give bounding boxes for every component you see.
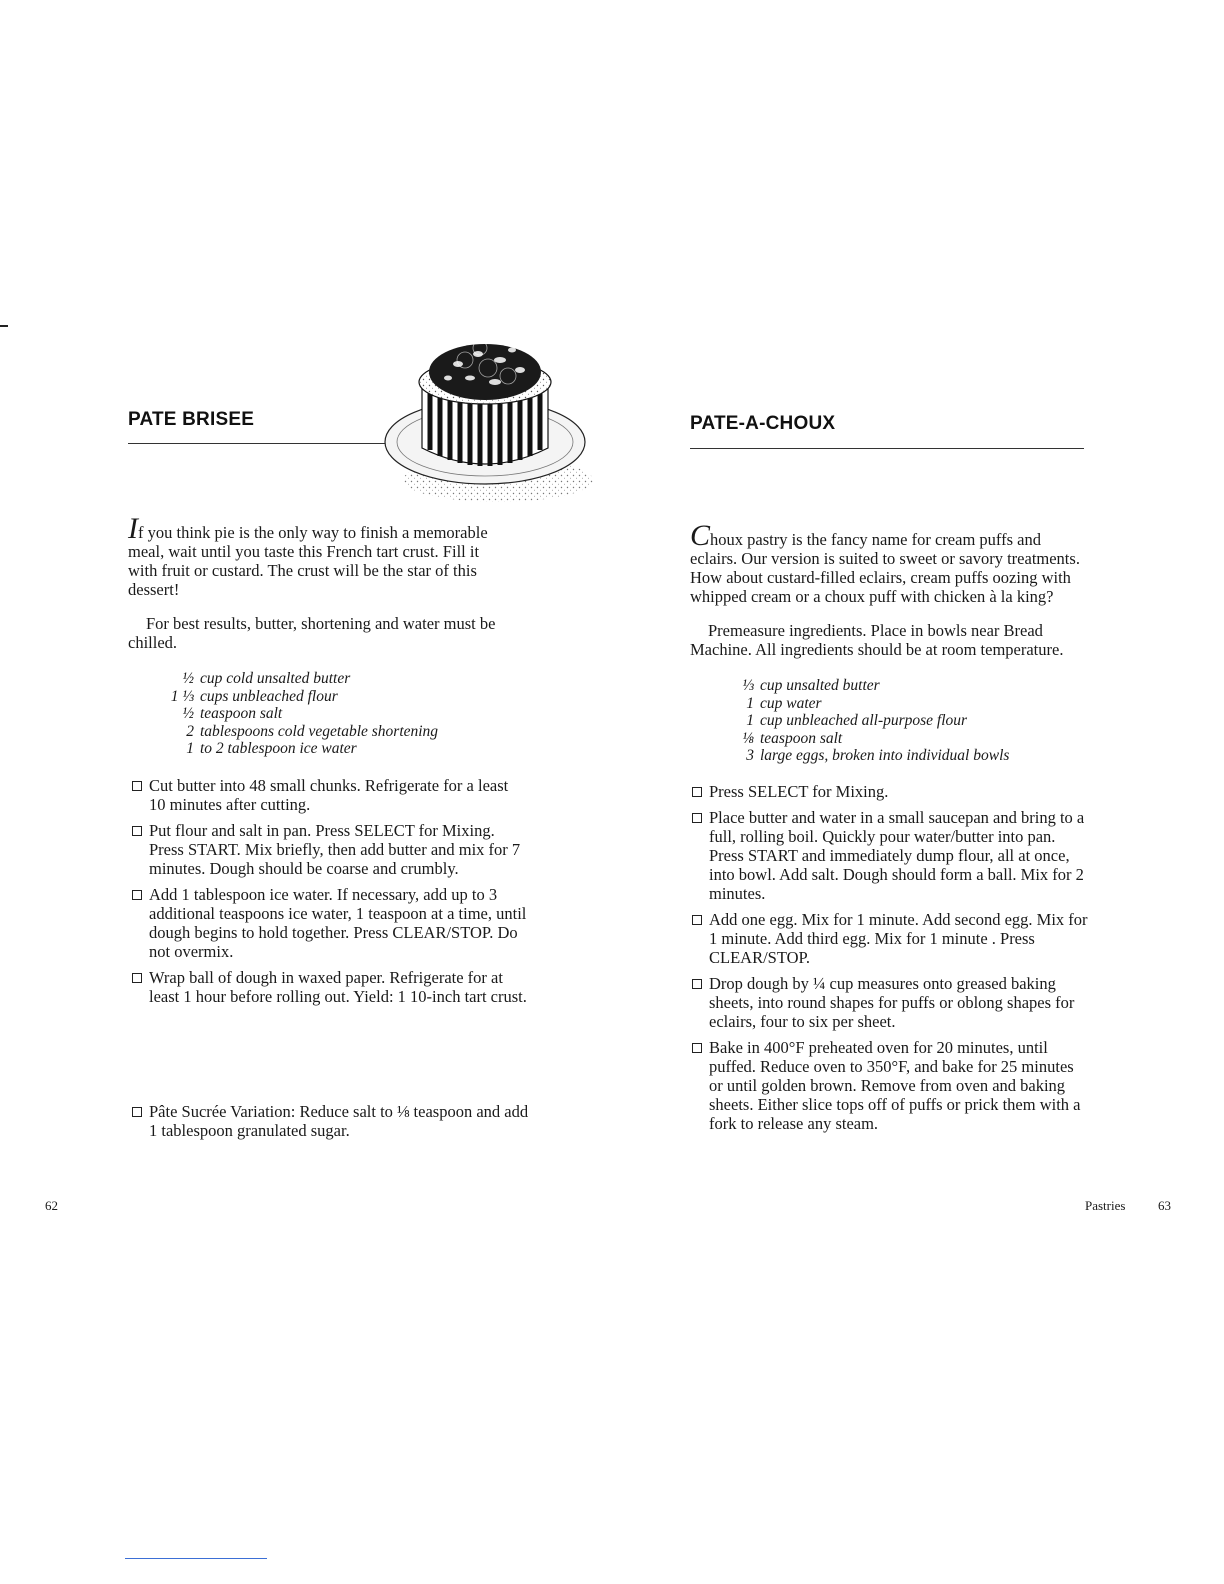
ingredient-amount: 1	[186, 740, 194, 757]
ingredient-item	[722, 747, 1009, 765]
step-item	[132, 821, 527, 878]
step-text: Press SELECT for Mixing.	[709, 782, 889, 801]
intro-paragraph	[128, 512, 508, 599]
step-item	[692, 1038, 1090, 1133]
ingredient-text: teaspoon salt	[200, 705, 283, 722]
ingredient-text: to 2 tablespoon ice water	[200, 740, 357, 757]
fruit-tart-illustration-icon	[380, 330, 602, 510]
step-text: Wrap ball of dough in waxed paper. Refrigerate for at least 1 hour before rolling out. Yield: 1 10-inch tart crust.	[149, 968, 527, 1006]
step-text: Drop dough by ¼ cup measures onto greased baking sheets, into round shapes for puffs or oblong shapes for eclairs, four to six per sheet.	[709, 974, 1075, 1031]
ingredient-item	[162, 688, 438, 706]
checkbox-icon	[132, 973, 142, 983]
page-number-right: 63	[1158, 1198, 1171, 1213]
intro-text: f you think pie is the only way to finish a memorable meal, wait until you taste this French tart crust. Fill it with fruit or custard. The crust will be the star of this dessert!	[128, 523, 488, 599]
page-edge-mark	[0, 325, 8, 327]
ingredient-amount: 1	[746, 712, 754, 729]
ingredient-text: cup unbleached all-purpose flour	[760, 712, 968, 729]
intro-text: houx pastry is the fancy name for cream puffs and eclairs. Our version is suited to sweet or savory treatments. How about custard-filled eclairs, cream puffs oozing with whipped cream or a choux puff with chicken à la king?	[690, 530, 1080, 606]
step-item	[692, 974, 1090, 1031]
ingredient-item	[722, 730, 1009, 748]
intro-paragraph	[690, 519, 1090, 606]
ingredient-list	[722, 677, 1009, 765]
step-item	[132, 776, 527, 814]
ingredient-amount: ⅓	[742, 677, 754, 694]
recipe-title-pate-brisee: PATE BRISEE	[128, 409, 255, 430]
step-text: Put flour and salt in pan. Press SELECT for Mixing. Press START. Mix briefly, then add butter and mix for 7 minutes. Dough should be coarse and crumbly.	[149, 821, 521, 878]
step-item	[132, 885, 527, 961]
ingredient-amount: ½	[182, 670, 194, 687]
step-text: Cut butter into 48 small chunks. Refrigerate for a least 10 minutes after cutting.	[149, 776, 509, 814]
ingredient-text: teaspoon salt	[760, 729, 843, 747]
ingredient-text: cups unbleached flour	[200, 687, 338, 705]
checkbox-icon	[692, 979, 702, 989]
title-rule	[128, 443, 390, 444]
prep-note: For best results, butter, shortening and water must be chilled.	[128, 614, 496, 652]
step-text: Add one egg. Mix for 1 minute. Add second egg. Mix for 1 minute. Add third egg. Mix for 1 minute . Press CLEAR/STOP.	[709, 910, 1088, 967]
checkbox-icon	[132, 1107, 142, 1117]
step-text: Add 1 tablespoon ice water. If necessary, add up to 3 additional teaspoons ice water, 1 teaspoon at a time, until dough begins to hold together. Press CLEAR/STOP. Do not overmix.	[149, 885, 527, 961]
step-item	[692, 910, 1090, 967]
ingredient-text: cup unsalted butter	[760, 677, 880, 694]
section-label: Pastries	[1085, 1198, 1126, 1213]
right-page	[612, 0, 1224, 1584]
step-list	[132, 776, 527, 1013]
ingredient-amount: 2	[186, 722, 194, 740]
ingredient-amount: 1 ⅓	[170, 687, 194, 705]
checkbox-icon	[692, 813, 702, 823]
ingredient-amount: 1	[746, 694, 754, 712]
bottom-rule	[125, 1558, 267, 1559]
drop-cap: C	[690, 519, 711, 552]
checkbox-icon	[132, 781, 142, 791]
ingredient-item	[162, 723, 438, 741]
ingredient-text: large eggs, broken into individual bowls	[760, 747, 1010, 764]
ingredient-text: tablespoons cold vegetable shortening	[200, 722, 439, 740]
ingredient-item	[722, 695, 1009, 713]
step-text: Place butter and water in a small saucepan and bring to a full, rolling boil. Quickly pour water/butter into pan. Press START and immediately dump flour, all at once, into bowl. Add salt. Dough should form a ball. Mix for 2 minutes.	[709, 808, 1085, 903]
ingredient-amount: ½	[182, 705, 194, 722]
ingredient-item	[162, 705, 438, 723]
page-number-left: 62	[45, 1198, 58, 1213]
step-item	[132, 968, 527, 1006]
checkbox-icon	[692, 1043, 702, 1053]
ingredient-amount: ⅛	[742, 729, 754, 747]
checkbox-icon	[692, 915, 702, 925]
prep-note: Premeasure ingredients. Place in bowls near Bread Machine. All ingredients should be at room temperature.	[690, 621, 1064, 659]
ingredient-item	[162, 670, 438, 688]
step-list	[692, 782, 1090, 1140]
ingredient-item	[722, 712, 1009, 730]
ingredient-item	[162, 740, 438, 758]
step-item	[692, 782, 1090, 801]
variation-text: Pâte Sucrée Variation: Reduce salt to ⅛ teaspoon and add 1 tablespoon granulated sugar.	[149, 1102, 529, 1140]
recipe-title-pate-a-choux: PATE-A-CHOUX	[690, 413, 836, 434]
drop-cap: I	[128, 512, 138, 545]
checkbox-icon	[692, 787, 702, 797]
ingredient-amount: 3	[746, 747, 754, 764]
ingredient-item	[722, 677, 1009, 695]
checkbox-icon	[132, 826, 142, 836]
ingredient-text: cup cold unsalted butter	[200, 670, 351, 687]
step-item	[692, 808, 1090, 903]
title-rule	[690, 448, 1084, 449]
ingredient-list	[162, 670, 438, 758]
step-text: Bake in 400°F preheated oven for 20 minutes, until puffed. Reduce oven to 350°F, and bake for 25 minutes or until golden brown. Remove from oven and baking sheets. Either slice tops off of puffs or prick them with a fork to release any steam.	[709, 1038, 1081, 1133]
checkbox-icon	[132, 890, 142, 900]
ingredient-text: cup water	[760, 694, 822, 712]
variation-note	[132, 1102, 534, 1140]
